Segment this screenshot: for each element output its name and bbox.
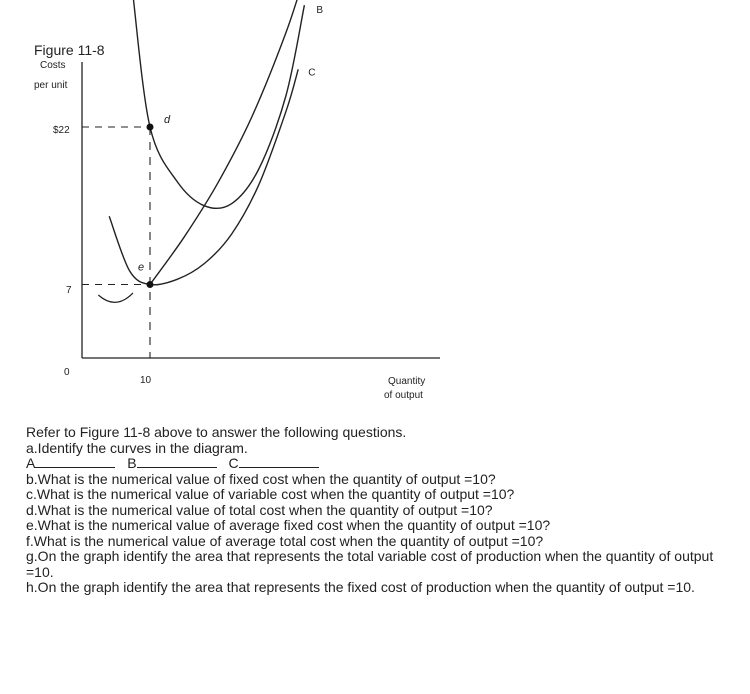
question-text [26,425,716,596]
blank-a-label: A [26,455,36,471]
blank-a-line[interactable] [35,456,115,468]
blank-b-line[interactable] [137,456,217,468]
blank-b-label: B [127,455,137,471]
blank-c-label: C [228,455,239,471]
blank-c-line[interactable] [239,456,319,468]
question-d: d.What is the numerical value of total cost when the quantity of output =10? [26,501,493,518]
curve-c-dip [98,293,133,302]
answer-blanks [26,456,716,472]
y-tick-7: 7 [66,285,72,296]
figure-title: Figure 11-8 [34,42,105,58]
question-c: c.What is the numerical value of variable cost when the quantity of output =10? [26,486,515,502]
point-label-d: d [164,114,171,126]
point-label-e: e [138,261,145,274]
curve-label-c: C [308,67,316,79]
point-d [147,124,154,131]
x-tick-10: 10 [140,375,152,386]
dashed-guides [82,127,150,358]
x-axis-label-line1: Quantity [388,376,426,387]
cost-curves [98,0,323,302]
y-tick-22: $22 [53,125,70,136]
y-axis-label-line1: Costs [40,60,66,71]
curve-a [150,0,306,285]
question-b: b.What is the numerical value of fixed cost when the quantity of output =10? [26,470,496,487]
question-a: a.Identify the curves in the diagram. [26,439,248,456]
point-e [147,281,154,288]
question-h: h.On the graph identify the area that represents the fixed cost of production when the quantity of output =10. [26,579,695,595]
curve-label-b: B [316,5,324,17]
curve-c [109,69,298,285]
question-g: g.On the graph identify the area that represents the total variable cost of production when the quantity of output =10. [26,548,714,580]
y-axis-label-line2: per unit [34,80,68,91]
intro-text: Refer to Figure 11-8 above to answer the following questions. [26,424,407,440]
curve-b [133,0,304,208]
x-axis-label-line2: of output [384,390,423,401]
question-e: e.What is the numerical value of average fixed cost when the quantity of output =10? [26,517,551,533]
question-f: f.What is the numerical value of average total cost when the quantity of output =10? [26,532,544,549]
origin-label: 0 [64,367,70,378]
